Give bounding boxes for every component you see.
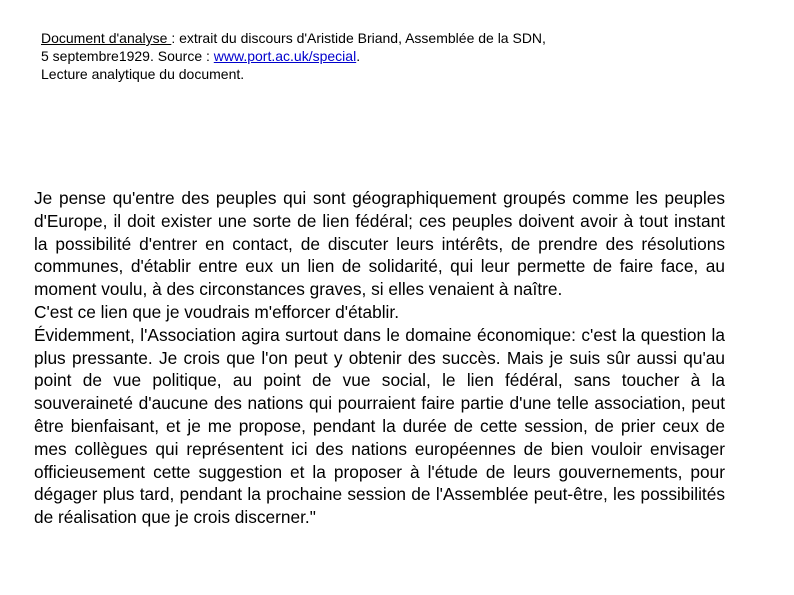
header-line-3: Lecture analytique du document. — [41, 66, 245, 82]
source-link[interactable]: www.port.ac.uk/special — [213, 48, 357, 64]
paragraph-3: Évidemment, l'Association agira surtout dans le domaine économique: c'est la question la plus pressante. Je crois que l'on peut y obtenir des succès. Mais je suis sûr aussi qu'au point de vue politique, au point de vue social, le lien fédéral, sans toucher à la souveraineté d'aucune des nations qui pourraient faire partie d'une telle association, peut être bienfaisant, et je me propose, pendant la durée de cette session, de prier ceux de mes collègues qui représentent ici des nations européennes de bien vouloir envisager officieusement cette suggestion et la proposer à l'étude de leurs gouvernements, pour dégager plus tard, pendant la prochaine session de l'Assemblée peut-être, les possibilités de réalisation que je crois discerner." — [34, 324, 725, 528]
document-header — [41, 29, 761, 83]
header-line-1 — [41, 29, 761, 47]
paragraph-1: Je pense qu'entre des peuples qui sont géographiquement groupés comme les peuples d'Europe, il doit exister une sorte de lien fédéral; ces peuples doivent avoir à tout instant la possibilité d'entrer en contact, de discuter leurs intérêts, de prendre des résolutions communes, d'établir entre eux un lien de solidarité, qui leur permette de faire face, au moment voulu, à des circonstances graves, si elles venaient à naître. — [34, 188, 725, 300]
date-source-prefix: 5 septembre1929. Source : — [41, 48, 214, 64]
document-label: Document d'analyse — [41, 30, 172, 46]
header-line-2 — [41, 47, 761, 65]
date-source-suffix: . — [356, 48, 361, 64]
paragraph-2: C'est ce lien que je voudrais m'efforcer d'établir. — [34, 301, 399, 322]
speech-excerpt — [34, 187, 725, 529]
document-description: : extrait du discours d'Aristide Briand, Assemblée de la SDN, — [171, 30, 546, 46]
